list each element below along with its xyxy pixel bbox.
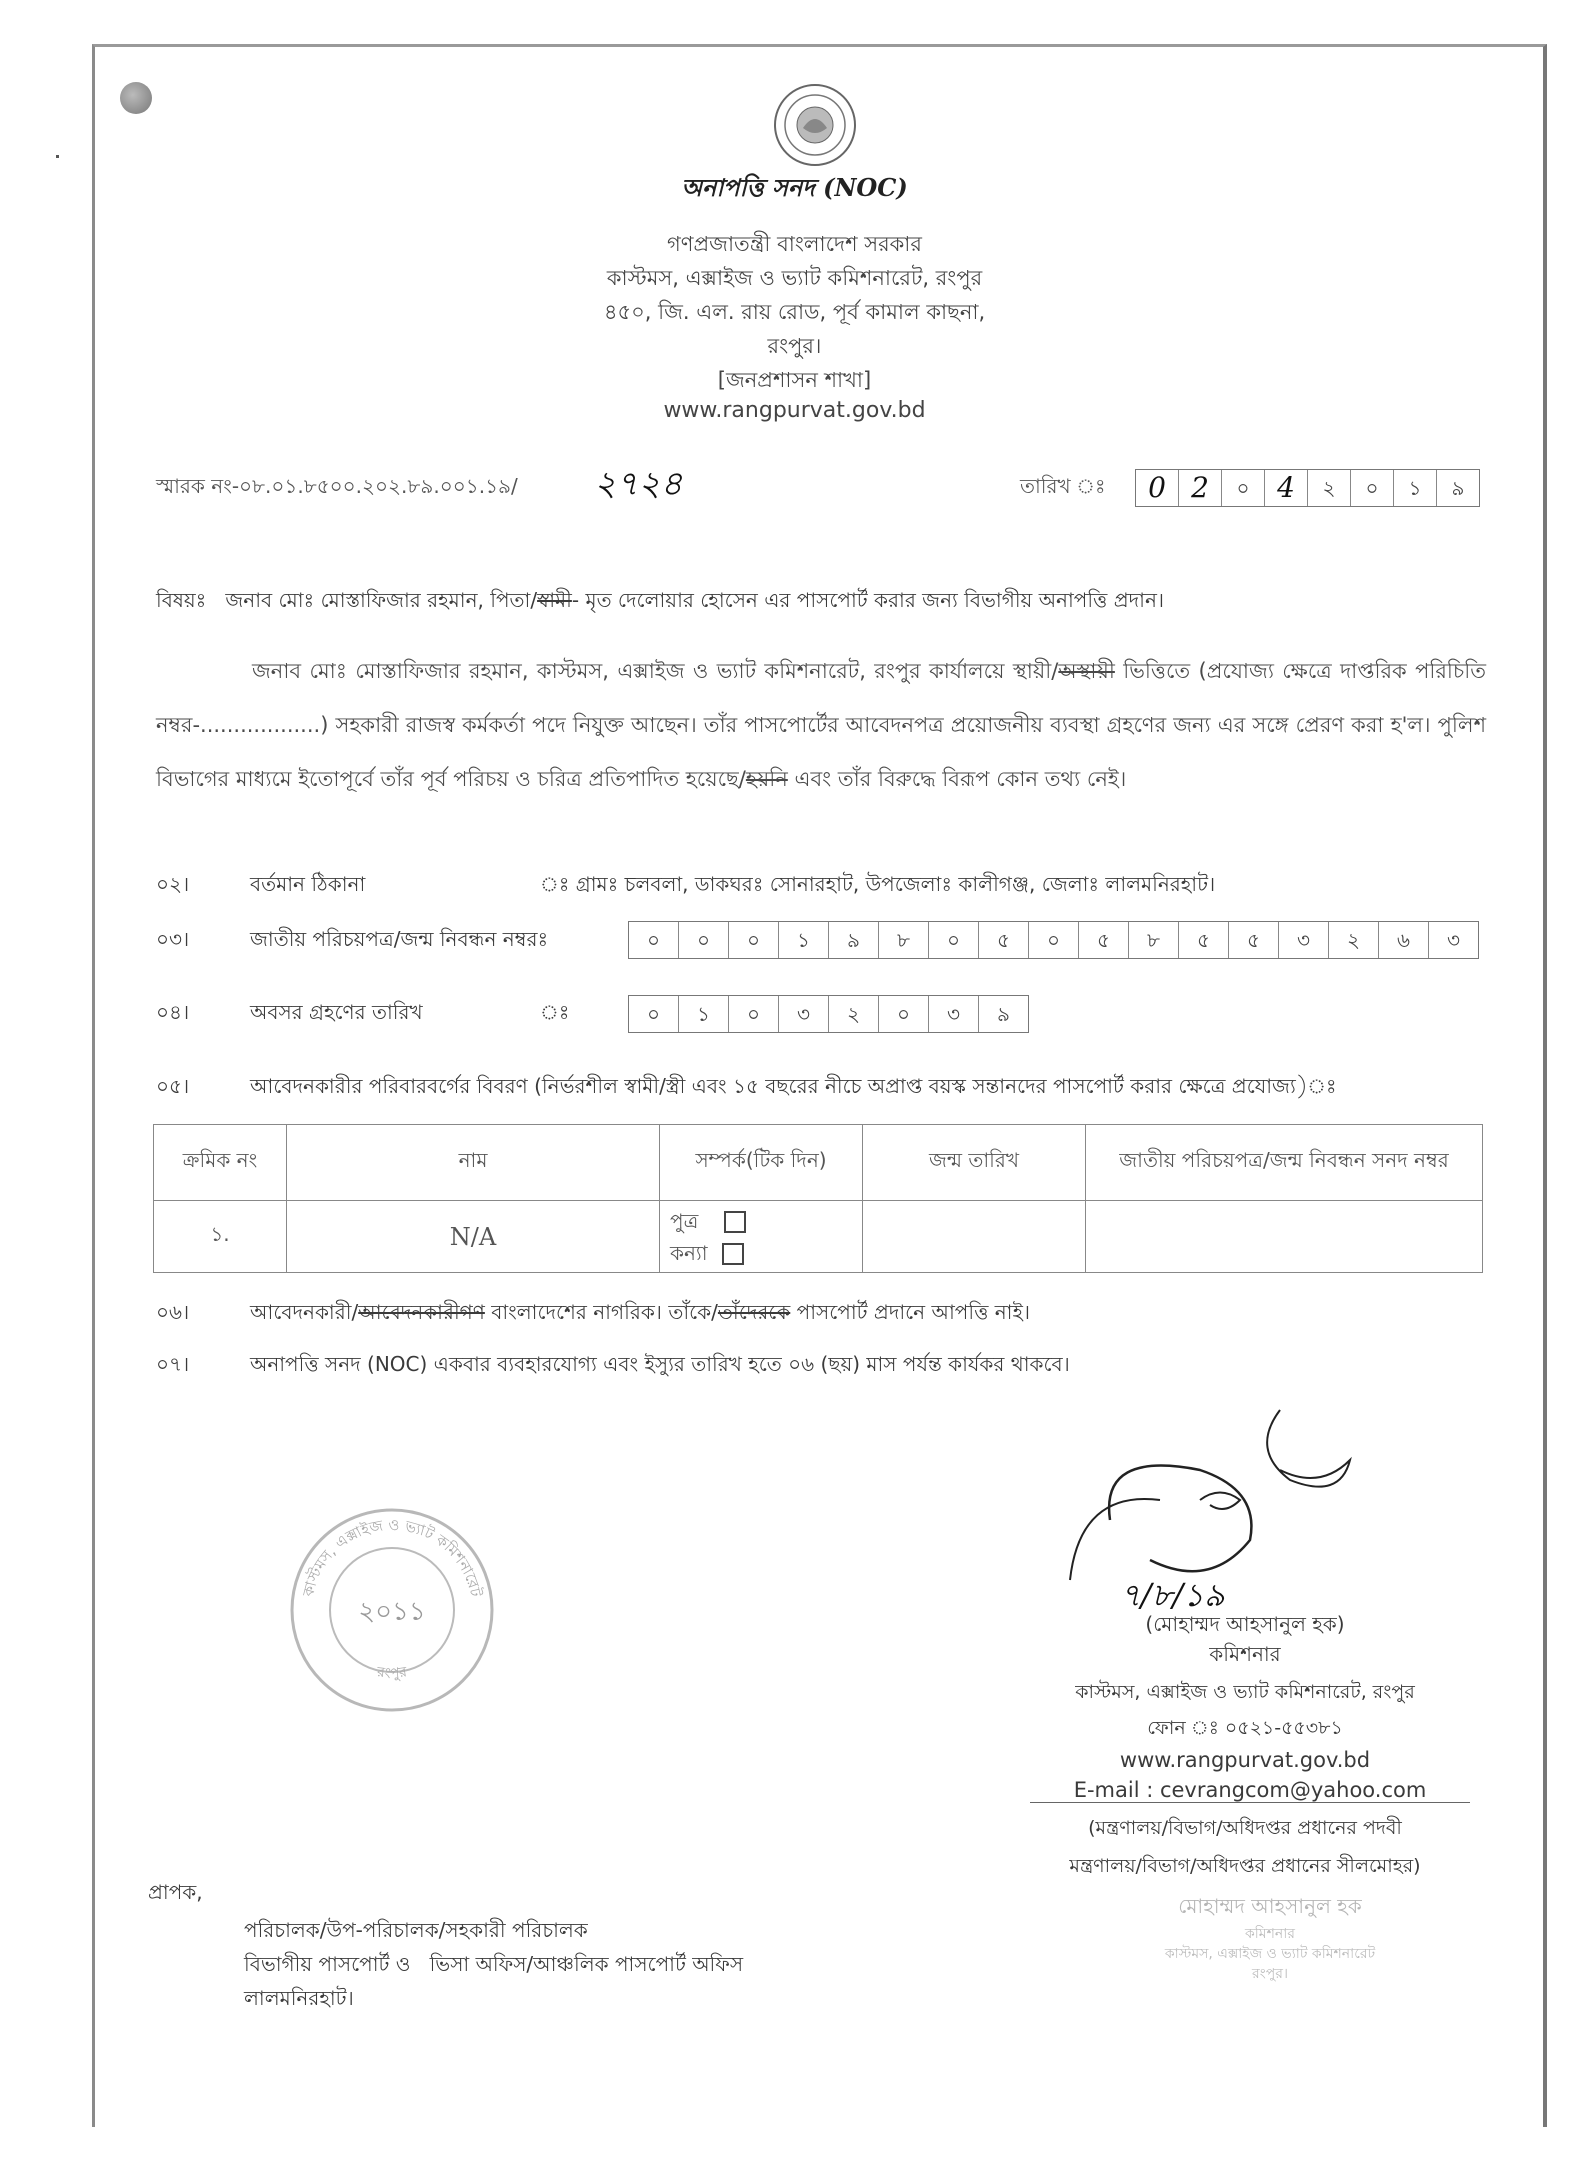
recipient-line-2: বিভাগীয় পাসপোর্ট ও ভিসা অফিস/আঞ্চলিক পাসপোর্ট অফিস: [244, 1952, 744, 1976]
digit-box: ০: [929, 922, 979, 958]
digit-box: ০: [729, 922, 779, 958]
item-07-number: ০৭।: [156, 1352, 190, 1376]
para-struck-1: অস্থায়ী: [1058, 659, 1115, 683]
digit-box: ৬: [1379, 922, 1429, 958]
date-digit: ৯: [1451, 476, 1465, 500]
header-relation: সম্পর্ক(টিক দিন): [660, 1125, 863, 1201]
subject-struck: স্বামী: [537, 588, 572, 612]
para-part-1: জনাব মোঃ মোস্তাফিজার রহমান, কাস্টমস, এক্সাইজ ও ভ্যাট কমিশনারেট, রংপুর কার্যালয়ে স্থায়ী/: [252, 659, 1059, 683]
digit-box: ৮: [879, 922, 929, 958]
signatory-website: www.rangpurvat.gov.bd: [1119, 1748, 1371, 1772]
document-title: অনাপত্তি সনদ (NOC): [681, 173, 908, 202]
org-line-5: [জনপ্রশাসন শাখা]: [717, 368, 872, 392]
item-06-part-c: পাসপোর্ট প্রদানে আপত্তি নাই।: [790, 1300, 1031, 1324]
son-checkbox[interactable]: [724, 1211, 746, 1233]
item-03-number: ০৩।: [156, 927, 190, 951]
date-digit: 4: [1265, 470, 1308, 506]
row-nid: [1086, 1201, 1483, 1273]
date-digit: 2: [1179, 470, 1222, 506]
org-line-3: ৪৫০, জি. এল. রায় রোড, পূর্ব কামাল কাছনা,: [603, 300, 986, 324]
recipient-line-1: পরিচালক/উপ-পরিচালক/সহকারী পরিচালক: [244, 1918, 588, 1942]
item-02-label: বর্তমান ঠিকানা: [250, 872, 366, 896]
digit-box: ০: [629, 922, 679, 958]
digit-box: ০: [679, 922, 729, 958]
row-name: N/A: [287, 1201, 660, 1273]
header-name: নাম: [287, 1125, 660, 1201]
item-06-part-a: আবেদনকারী/: [250, 1300, 359, 1324]
signatory-note-2: মন্ত্রণালয়/বিভাগ/অধিদপ্তর প্রধানের সীলমোহর): [1069, 1855, 1421, 1877]
digit-box: ৮: [1129, 922, 1179, 958]
relation-daughter-label: কন্যা: [670, 1240, 708, 1265]
para-part-2: ভিত্তিতে (প্রযোজ্য ক্ষেত্রে দাপ্তরিক পরিচিতি নম্বর-..................) সহকারী রাজস্ব কর্মকর্তা পদে নিযুক্ত আছেন। তাঁর পাসপোর্টের আবেদনপত্র প্রয়োজনীয় ব্যবস্থা গ্রহণের জন্য এর সঙ্গে প্রেরণ করা হ'ল। পুলিশ বিভাগের মাধ্যমে ইতোপূর্বে তাঁর পূর্ব পরিচয় ও চরিত্র প্রতিপাদিত হয়েছে/: [156, 659, 1486, 791]
item-02-number: ০২।: [156, 872, 190, 896]
org-line-4: রংপুর।: [767, 334, 822, 358]
date-label: তারিখ ঃ: [1020, 474, 1106, 498]
digit-box: ০: [729, 996, 779, 1032]
memo-number-label: স্মারক নং-০৮.০১.৮৫০০.২০২.৮৯.০০১.১৯/: [156, 474, 518, 498]
item-06-part-b: বাংলাদেশের নাগরিক। তাঁকে/: [484, 1300, 718, 1324]
daughter-checkbox[interactable]: [722, 1243, 744, 1265]
memo-date-boxes: [1135, 469, 1480, 507]
signatory-office: কাস্টমস, এক্সাইজ ও ভ্যাট কমিশনারেট, রংপুর: [1075, 1681, 1415, 1703]
scan-speck: [56, 155, 59, 158]
date-digit: 0: [1136, 470, 1179, 506]
item-04-colon: ঃ: [540, 1000, 570, 1024]
digit-box: ৩: [1279, 922, 1329, 958]
recipient-label: প্রাপক,: [148, 1880, 203, 1904]
stamp-office: কাস্টমস, এক্সাইজ ও ভ্যাট কমিশনারেট: [1164, 1946, 1376, 1962]
digit-box: ০: [629, 996, 679, 1032]
digit-box: ২: [1329, 922, 1379, 958]
para-struck-2: হয়নি: [745, 767, 788, 791]
seal-year: ২০১১: [358, 1597, 426, 1627]
item-04-number: ০৪।: [156, 1000, 190, 1024]
digit-box: ৯: [997, 1002, 1010, 1026]
org-line-2: কাস্টমস, এক্সাইজ ও ভ্যাট কমিশনারেট, রংপুর: [606, 266, 983, 290]
digit-box: ৫: [1179, 922, 1229, 958]
item-06-number: ০৬।: [156, 1300, 190, 1324]
retirement-date-boxes: [628, 995, 1029, 1033]
stamp-city: রংপুর।: [1252, 1966, 1288, 1982]
recipient-line-3: লালমনিরহাট।: [244, 1986, 354, 2010]
org-website: www.rangpurvat.gov.bd: [663, 398, 926, 423]
subject-text-before: জনাব মোঃ মোস্তাফিজার রহমান, পিতা/: [225, 588, 538, 612]
signatory-note-1: (মন্ত্রণালয়/বিভাগ/অধিদপ্তর প্রধানের পদবী: [1088, 1817, 1402, 1839]
digit-box: ৫: [1229, 922, 1279, 958]
punch-hole: [120, 82, 152, 114]
row-serial: ১.: [154, 1201, 287, 1273]
item-04-label: অবসর গ্রহণের তারিখ: [250, 1000, 423, 1024]
date-digit: ১: [1394, 470, 1437, 506]
digit-box: ৩: [1446, 928, 1460, 952]
seal-bottom-text: রংপুর: [376, 1664, 408, 1682]
header-serial: ক্রমিক নং: [154, 1125, 287, 1201]
digit-box: ০: [879, 996, 929, 1032]
item-05-number: ০৫।: [156, 1074, 190, 1098]
signatory-name: (মোহাম্মদ আহসানুল হক): [1145, 1612, 1345, 1636]
digit-box: ০: [1029, 922, 1079, 958]
digit-box: ৩: [779, 996, 829, 1032]
digit-box: ২: [829, 996, 879, 1032]
relation-son-label: পুত্র: [670, 1208, 699, 1233]
signatory-designation: কমিশনার: [1209, 1642, 1281, 1666]
body-paragraph: [156, 644, 1486, 806]
row-birth-date: [863, 1201, 1086, 1273]
subject-label: বিষয়ঃ: [156, 588, 207, 612]
item-02-value: ঃ গ্রামঃ চলবলা, ডাকঘরঃ সোনারহাট, উপজেলাঃ কালীগঞ্জ, জেলাঃ লালমনিরহাট।: [540, 872, 1216, 896]
date-digit: ০: [1351, 470, 1394, 506]
header-birth-date: জন্ম তারিখ: [863, 1125, 1086, 1201]
org-line-1: গণপ্রজাতন্ত্রী বাংলাদেশ সরকার: [667, 232, 922, 256]
stamp-name: মোহাম্মদ আহসানুল হক: [1178, 1894, 1362, 1918]
digit-box: ৫: [1079, 922, 1129, 958]
subject-line: [156, 586, 1164, 619]
seal-top-text: কাস্টমস, এক্সাইজ ও ভ্যাট কমিশনারেট: [299, 1515, 485, 1599]
office-round-seal: [282, 1500, 502, 1720]
family-table: [153, 1124, 1483, 1273]
signatory-phone: ফোন ঃ ০৫২১-৫৫৩৮১: [1147, 1717, 1343, 1739]
nid-digit-boxes: [628, 921, 1479, 959]
item-07-text: অনাপত্তি সনদ (NOC) একবার ব্যবহারযোগ্য এবং ইস্যুর তারিখ হতে ০৬ (ছয়) মাস পর্যন্ত কার্যকর থাকবে।: [250, 1352, 1070, 1376]
row-relation: [660, 1201, 863, 1273]
item-06-struck-1: আবেদনকারীগণ: [358, 1300, 485, 1324]
item-03-label: জাতীয় পরিচয়পত্র/জন্ম নিবন্ধন নম্বরঃ: [250, 927, 549, 951]
family-table-header-row: [154, 1125, 1483, 1201]
signature-date: ৭/৮/১৯: [1120, 1576, 1225, 1614]
digit-box: ৩: [929, 996, 979, 1032]
digit-box: ১: [679, 996, 729, 1032]
header-nid: জাতীয় পরিচয়পত্র/জন্ম নিবন্ধন সনদ নম্বর: [1086, 1125, 1483, 1201]
date-digit: ০: [1222, 470, 1265, 506]
family-table-row: [154, 1201, 1483, 1273]
item-05-text: আবেদনকারীর পরিবারবর্গের বিবরণ (নির্ভরশীল স্বামী/স্ত্রী এবং ১৫ বছরের নীচে অপ্রাপ্ত বয়স্ক সন্তানদের পাসপোর্ট করার ক্ষেত্রে প্রযোজ্য)ঃ: [250, 1074, 1337, 1098]
item-06-text: [250, 1298, 1030, 1331]
para-part-3: এবং তাঁর বিরুদ্ধে বিরূপ কোন তথ্য নেই।: [787, 767, 1127, 791]
signatory-email: E-mail : cevrangcom@yahoo.com: [1030, 1778, 1470, 1803]
digit-box: ১: [779, 922, 829, 958]
memo-handwritten-number: ২৭২৪: [594, 464, 683, 504]
digit-box: ৫: [979, 922, 1029, 958]
item-06-struck-2: তাঁদেরকে: [717, 1300, 791, 1324]
subject-text-after: - মৃত দেলোয়ার হোসেন এর পাসপোর্ট করার জন্য বিভাগীয় অনাপত্তি প্রদান।: [571, 588, 1165, 612]
date-digit: ২: [1308, 470, 1351, 506]
government-seal-icon: [770, 80, 860, 170]
digit-box: ৯: [829, 922, 879, 958]
stamp-title: কমিশনার: [1245, 1926, 1295, 1942]
